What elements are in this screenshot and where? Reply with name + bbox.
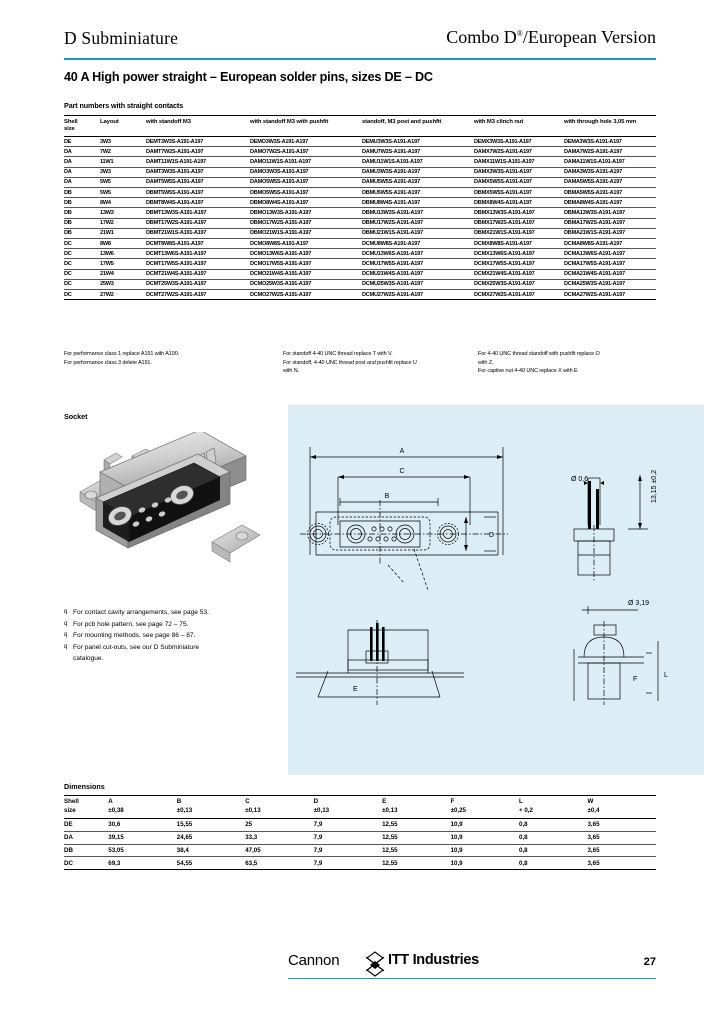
cell-dimension-value: 10,9 (450, 834, 463, 842)
dim-col-tolerance: ±0,4 (587, 806, 600, 814)
header-divider (64, 58, 656, 60)
cell-part-number: DBMO5W5S-A191-A197 (250, 189, 309, 196)
dim-col-f (451, 796, 519, 819)
list-item-label: For contact cavity arrangements, see page 53. (73, 609, 209, 616)
table-row (64, 249, 656, 259)
table-row (64, 289, 656, 299)
dim-col-tolerance: ±0,13 (176, 806, 193, 814)
cell-part-number: DAMX3W3S-A191-A197 (474, 169, 532, 176)
table-row (64, 857, 656, 870)
cell-part-number: DCMX17W5S-A191-A197 (474, 260, 535, 267)
table-row (64, 147, 656, 157)
cell-dimension-value: 54,55 (176, 859, 193, 867)
cell-part-number: DBMT8W4S-A191-A197 (146, 199, 204, 206)
bullet-marker-icon: q (64, 632, 68, 639)
cell-shell-size: DE (64, 821, 73, 829)
cell-shell-size: DE (64, 138, 72, 145)
company-name: ITT Industries (388, 952, 479, 968)
reference-bullet-list (64, 607, 279, 665)
cell-layout: 21W1 (100, 230, 114, 237)
cell-part-number: DCMA25W3S-A191-A197 (564, 281, 625, 288)
socket-photo (70, 432, 270, 600)
cell-part-number: DAMT3W3S-A191-A197 (146, 169, 204, 176)
footnote-1-line-2: For performance class 3 delete A191. (64, 359, 152, 366)
dim-label-f: F (633, 676, 638, 683)
cell-part-number: DEMO3W3S-A191-A197 (250, 138, 308, 145)
cell-shell-size: DC (64, 240, 72, 247)
footnote-2-line-1: For standoff 4-40 UNC thread replace T with V. (283, 351, 393, 357)
table-row (64, 177, 656, 187)
cell-part-number: DCMU8W8S-A191-A197 (362, 240, 420, 247)
cell-part-number: DBMO21W1S-A191-A197 (250, 230, 312, 237)
cell-dimension-value: 63,5 (245, 859, 258, 867)
cell-part-number: DCMU25W3S-A191-A197 (362, 281, 423, 288)
table-row (64, 188, 656, 198)
cell-shell-size: DB (64, 846, 73, 854)
cell-dimension-value: 30,6 (108, 821, 121, 829)
cell-shell-size: DA (64, 169, 72, 176)
footnote-performance-class (64, 350, 269, 367)
cell-layout: 8W8 (100, 240, 111, 247)
cell-part-number: DBMO13W3S-A191-A197 (250, 210, 312, 216)
cell-part-number: DBMA5W5S-A191-A197 (564, 189, 622, 196)
cell-part-number: DAMU3W3S-A191-A197 (362, 169, 420, 176)
cell-part-number: DCMA27W2S-A191-A197 (564, 291, 625, 298)
list-item-label: For pcb hole pattern, see page 72 – 75. (73, 620, 189, 628)
dim-col-tolerance: ±0,13 (313, 806, 330, 814)
cell-part-number: DBMO8W4S-A191-A197 (250, 199, 309, 206)
cell-dimension-value: 7,9 (313, 859, 323, 867)
footnote-1-line-1: For performance class 1 replace A191 with A190. (64, 351, 180, 357)
cell-dimension-value: 12,55 (382, 821, 398, 829)
cell-part-number: DCMX27W2S-A191-A197 (474, 291, 535, 298)
dim-col-shell-line2: size (64, 806, 76, 814)
dim-col-tolerance: ±0,38 (108, 806, 124, 814)
table-row (64, 208, 656, 218)
dim-label-a: A (399, 448, 405, 455)
cell-part-number: DCMX8W8S-A191-A197 (474, 240, 532, 247)
list-item-label: For mounting methods, see page 86 – 87. (73, 632, 196, 640)
dim-label-b: B (384, 493, 390, 500)
cell-part-number: DBMX17W2S-A191-A197 (474, 220, 535, 227)
page-header (64, 28, 656, 58)
table-row (64, 228, 656, 238)
cell-part-number: DCMX13W6S-A191-A197 (474, 250, 535, 257)
header-right-title-post: /European Version (522, 27, 656, 47)
cell-part-number: DAMT5W5S-A191-A197 (146, 179, 204, 186)
table-row (64, 137, 656, 147)
cell-part-number: DCMA17W5S-A191-A197 (564, 260, 625, 267)
itt-diamond-logo-icon (360, 949, 390, 979)
col-m3-clinch-nut: with M3 clinch nut (474, 118, 524, 125)
cell-dimension-value: 53,05 (108, 846, 124, 854)
dim-label-e: E (353, 686, 358, 693)
cell-shell-size: DB (64, 230, 72, 237)
cell-part-number: DBMT5W5S-A191-A197 (146, 189, 204, 196)
table-row (64, 218, 656, 228)
dim-label-dia-hole: Ø 3,19 (628, 600, 650, 607)
dimensions-body (64, 818, 656, 869)
cell-dimension-value: 10,9 (450, 821, 463, 829)
cell-dimension-value: 7,9 (313, 846, 323, 854)
page-footer (288, 952, 656, 986)
col-shell-size-line1: Shell (64, 118, 78, 125)
footer-divider (288, 978, 656, 979)
dim-col-tolerance: ±0,13 (245, 806, 261, 814)
cell-part-number: DAMA5W5S-A191-A197 (564, 179, 622, 186)
table-row (64, 167, 656, 177)
cell-shell-size: DA (64, 148, 72, 155)
brand-name: Cannon (288, 952, 340, 969)
footnote-3-line-2: with Z. (478, 359, 494, 366)
cell-part-number: DAMO7W2S-A191-A197 (250, 148, 309, 155)
page-number: 27 (643, 956, 656, 968)
part-table-header-row (64, 116, 656, 137)
cell-part-number: DBMA17W2S-A191-A197 (564, 220, 625, 227)
cell-part-number: DBMT17W2S-A191-A197 (146, 220, 207, 227)
dim-col-e (382, 796, 450, 819)
cell-part-number: DCMA21W4S-A191-A197 (564, 271, 625, 278)
cell-part-number: DAMO5W5S-A191-A197 (250, 179, 309, 186)
cell-part-number: DCMT25W3S-A191-A197 (146, 281, 207, 288)
cell-dimension-value: 0,8 (519, 821, 528, 829)
cell-part-number: DCMT21W4S-A191-A197 (146, 271, 207, 278)
cell-layout: 3W3 (100, 138, 111, 145)
cell-dimension-value: 0,8 (519, 846, 528, 854)
footnote-2-line-2: For standoff, 4-40 UNC thread post and pushfit replace U (283, 359, 417, 366)
cell-dimension-value: 7,9 (313, 834, 323, 842)
part-table-caption: Part numbers with straight contacts (64, 101, 184, 110)
table-row (64, 157, 656, 167)
dim-col-name: E (382, 798, 387, 805)
cell-part-number: DAMU7W2S-A191-A197 (362, 148, 420, 155)
cell-dimension-value: 12,55 (382, 859, 398, 867)
cell-part-number: DAMO3W3S-A191-A197 (250, 169, 309, 176)
cell-layout: 7W2 (100, 148, 111, 155)
registered-trademark-icon: ® (516, 29, 523, 38)
cell-part-number: DCMX21W4S-A191-A197 (474, 271, 535, 278)
cell-part-number: DCMT13W6S-A191-A197 (146, 250, 207, 257)
dim-label-dia-pin: Ø 0,6 (571, 476, 589, 483)
cell-part-number: DBMT13W3S-A191-A197 (146, 210, 207, 216)
cell-layout: 13W6 (100, 250, 114, 257)
cell-part-number: DBMU13W3S-A191-A197 (362, 210, 423, 216)
cell-part-number: DCMU17W5S-A191-A197 (362, 260, 423, 267)
header-left-title: D Subminiature (64, 28, 179, 48)
dim-col-name: C (245, 798, 250, 805)
dim-col-b (177, 796, 245, 819)
cell-part-number: DBMU5W5S-A191-A197 (362, 189, 420, 196)
cell-part-number: DCMU21W4S-A191-A197 (362, 271, 423, 278)
header-right-title-pre: Combo D (446, 27, 517, 47)
cell-shell-size: DC (64, 291, 72, 298)
cell-shell-size: DC (64, 260, 72, 267)
list-item-label: For panel cut-outs, see our D Subminiature (73, 643, 200, 651)
cell-part-number: DBMX21W1S-A191-A197 (474, 230, 535, 237)
table-row (64, 259, 656, 269)
cell-part-number: DAMA11W1S-A191-A197 (564, 159, 625, 166)
col-standoff-m3-pushfit: with standoff M3 with pushfit (250, 118, 329, 125)
dim-col-tolerance: ±0,25 (450, 806, 467, 814)
bullet-marker-icon: q (64, 620, 68, 627)
dim-col-l (519, 796, 587, 819)
cell-dimension-value: 47,05 (245, 846, 261, 854)
cell-part-number: DCMA13W6S-A191-A197 (564, 250, 625, 257)
list-item (64, 619, 279, 631)
bullet-marker-icon: q (64, 609, 68, 615)
col-shell-size-line2: size (64, 126, 75, 133)
dim-col-name: D (313, 798, 319, 805)
cell-part-number: DBMT21W1S-A191-A197 (146, 230, 207, 237)
cell-part-number: DEMA3W3S-A191-A197 (564, 138, 622, 145)
cell-part-number: DCMO21W4S-A191-A197 (250, 271, 312, 278)
cell-dimension-value: 3,65 (587, 859, 600, 867)
footnote-3-line-3: For captive nut 4-40 UNC replace X with E (478, 368, 578, 375)
dim-label-pin-length: 13,15 ±0,2 (651, 469, 658, 503)
cell-part-number: DBMA21W1S-A191-A197 (564, 230, 625, 237)
cell-part-number: DCMT17W5S-A191-A197 (146, 260, 207, 267)
cell-layout: 17W5 (100, 260, 114, 267)
cell-part-number: DAMX5W5S-A191-A197 (474, 179, 532, 186)
cell-part-number: DCMO25W3S-A191-A197 (250, 281, 312, 288)
footnote-standoff-unc (283, 350, 473, 376)
dim-col-tolerance: + 0,2 (519, 806, 533, 814)
dim-col-tolerance: ±0,13 (382, 806, 398, 814)
dimensions-title: Dimensions (64, 782, 105, 791)
cell-part-number: DBMA8W4S-A191-A197 (564, 199, 622, 206)
cell-part-number: DCMA8W8S-A191-A197 (564, 240, 622, 247)
dim-col-name: L (519, 798, 523, 805)
table-row (64, 844, 656, 857)
cell-shell-size: DC (64, 271, 72, 278)
cell-part-number: DEMX3W3S-A191-A197 (474, 138, 532, 145)
cell-part-number: DAMX11W1S-A191-A197 (474, 159, 535, 166)
cell-shell-size: DB (64, 220, 72, 227)
dim-col-name: W (587, 798, 594, 805)
cell-layout: 3W3 (100, 169, 111, 176)
cell-dimension-value: 24,65 (176, 834, 193, 842)
dim-col-a (108, 796, 176, 819)
cell-dimension-value: 7,9 (313, 821, 323, 829)
part-numbers-table (64, 115, 656, 300)
cell-dimension-value: 12,55 (382, 834, 398, 842)
cell-shell-size: DB (64, 210, 72, 216)
cell-shell-size: DB (64, 189, 72, 196)
cell-dimension-value: 39,15 (108, 834, 124, 842)
cell-part-number: DBMO17W2S-A191-A197 (250, 220, 312, 227)
footnote-3-line-1: For 4-40 UNC thread standoff with pushfit replace O (478, 351, 600, 357)
cell-shell-size: DC (64, 281, 72, 288)
cell-dimension-value: 33,3 (245, 834, 258, 842)
dimensions-table (64, 782, 656, 870)
cell-part-number: DCMU13W6S-A191-A197 (362, 250, 423, 257)
cell-dimension-value: 25 (245, 821, 253, 829)
cell-part-number: DCMO8W8S-A191-A197 (250, 240, 309, 247)
cell-part-number: DBMX8W4S-A191-A197 (474, 199, 532, 206)
dim-col-shell-line1: Shell (64, 798, 79, 805)
col-through-hole: with through hole 3,05 mm (564, 118, 637, 125)
cell-part-number: DCMO13W6S-A191-A197 (250, 250, 312, 257)
list-item (64, 642, 279, 654)
footnote-captive-nut (478, 350, 658, 376)
cell-dimension-value: 69,3 (108, 859, 121, 867)
col-layout: Layout (100, 118, 119, 125)
cell-shell-size: DA (64, 179, 72, 186)
table-row (64, 818, 656, 831)
dim-col-name: F (450, 798, 455, 805)
cell-dimension-value: 0,8 (519, 859, 528, 867)
cell-layout: 21W4 (100, 271, 114, 278)
col-shell-size (64, 116, 100, 137)
bullet-marker-icon: q (64, 643, 68, 650)
cell-part-number: DBMU8W4S-A191-A197 (362, 199, 420, 206)
cell-dimension-value: 10,9 (450, 846, 463, 854)
table-row (64, 279, 656, 289)
cell-dimension-value: 3,65 (587, 846, 600, 854)
list-item (64, 630, 279, 642)
dim-col-c (245, 796, 313, 819)
cell-part-number: DAMU11W1S-A191-A197 (362, 159, 423, 166)
col-standoff-m3: with standoff M3 (146, 118, 191, 125)
cell-layout: 25W3 (100, 281, 114, 288)
dim-col-name: B (176, 798, 182, 805)
cell-part-number: DCMO17W5S-A191-A197 (250, 260, 312, 267)
dim-col-d (314, 796, 382, 819)
cell-part-number: DAMA7W2S-A191-A197 (564, 148, 622, 155)
page-title: 40 A High power straight – European solder pins, sizes DE – DC (64, 70, 433, 84)
cell-dimension-value: 12,55 (382, 846, 398, 854)
dimensions-header-row (64, 796, 656, 819)
cell-part-number: DBMA13W3S-A191-A197 (564, 210, 625, 216)
part-table-body (64, 137, 656, 300)
dim-label-l: L (664, 672, 668, 679)
list-item-label: catalogue. (73, 655, 104, 663)
dim-col-name: A (108, 798, 113, 805)
cell-dimension-value: 10,9 (450, 859, 463, 867)
dim-label-c: C (399, 468, 405, 475)
cell-part-number: DCMT8W8S-A191-A197 (146, 240, 204, 247)
cell-shell-size: DC (64, 250, 72, 257)
dim-col-shell-size (64, 796, 108, 819)
cell-part-number: DCMT27W2S-A191-A197 (146, 291, 207, 298)
cell-dimension-value: 0,8 (519, 834, 528, 842)
table-row (64, 198, 656, 208)
cell-part-number: DAMU5W5S-A191-A197 (362, 179, 420, 186)
cell-dimension-value: 38,4 (176, 846, 189, 854)
cell-part-number: DCMU27W2S-A191-A197 (362, 291, 423, 298)
cell-layout: 27W2 (100, 291, 114, 298)
cell-layout: 17W2 (100, 220, 114, 227)
cell-layout: 11W1 (100, 159, 114, 166)
engineering-drawings (288, 405, 704, 775)
cell-shell-size: DA (64, 834, 73, 842)
dim-label-d: D (489, 532, 495, 539)
cell-part-number: DCMO27W2S-A191-A197 (250, 291, 312, 298)
socket-section-label: Socket (64, 412, 88, 421)
cell-shell-size: DB (64, 199, 72, 206)
cell-layout: 5W5 (100, 179, 111, 186)
dim-col-w (587, 796, 656, 819)
cell-dimension-value: 15,55 (176, 821, 193, 829)
footnote-2-line-3: with N. (283, 368, 300, 375)
cell-part-number: DAMX7W2S-A191-A197 (474, 148, 532, 155)
list-item (64, 607, 279, 619)
cell-part-number: DAMA3W3S-A191-A197 (564, 169, 622, 176)
table-row (64, 238, 656, 248)
header-right-title (446, 27, 656, 48)
cell-part-number: DAMT11W1S-A191-A197 (146, 159, 206, 166)
cell-part-number: DEMT3W3S-A191-A197 (146, 138, 204, 145)
cell-part-number: DEMU3W3S-A191-A197 (362, 138, 420, 145)
cell-shell-size: DA (64, 159, 72, 166)
cell-dimension-value: 3,65 (587, 834, 600, 842)
cell-dimension-value: 3,65 (587, 821, 600, 829)
col-standoff-m3-post-pushfit: standoff, M3 post and pushfit (362, 118, 442, 125)
cell-part-number: DAMT7W2S-A191-A197 (146, 148, 204, 155)
table-row (64, 831, 656, 844)
socket-photo-svg (70, 432, 270, 600)
cell-part-number: DBMU21W1S-A191-A197 (362, 230, 423, 237)
cell-part-number: DBMX13W3S-A191-A197 (474, 210, 535, 216)
cell-layout: 8W4 (100, 199, 111, 206)
cell-layout: 5W5 (100, 189, 111, 196)
cell-shell-size: DC (64, 859, 73, 867)
cell-part-number: DBMU17W2S-A191-A197 (362, 220, 423, 227)
cell-part-number: DAMO11W1S-A191-A197 (250, 159, 311, 166)
table-row (64, 269, 656, 279)
cell-part-number: DBMX5W5S-A191-A197 (474, 189, 532, 196)
cell-part-number: DCMX25W3S-A191-A197 (474, 281, 535, 288)
list-item (64, 653, 279, 665)
cell-layout: 13W3 (100, 210, 114, 216)
